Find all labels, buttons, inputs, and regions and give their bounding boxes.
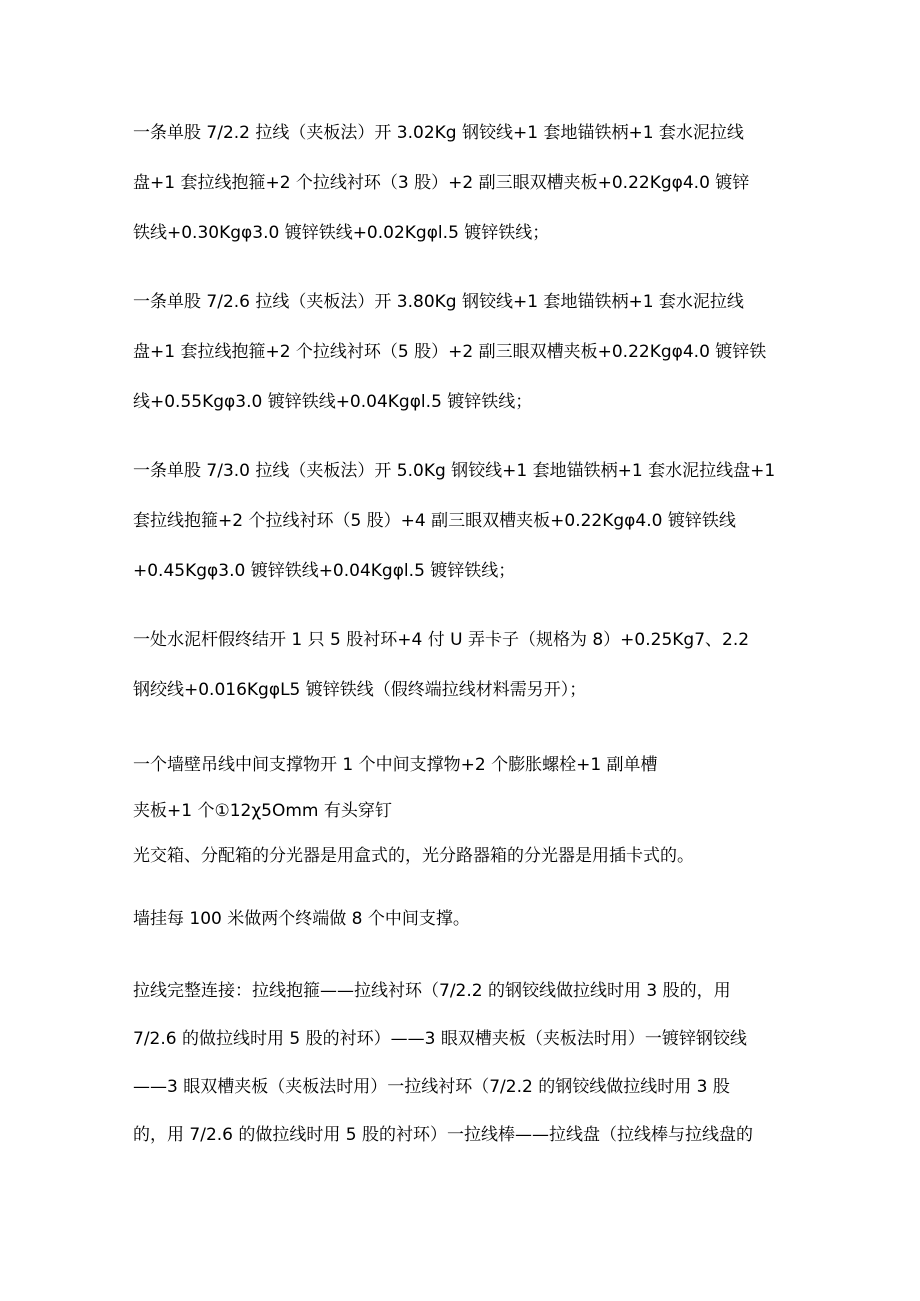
paragraph-2-line-1: 一条单股 7/2.6 拉线（夹板法）开 3.80Kg 钢铰线+1 套地锚铁柄+1 套水泥拉线 xyxy=(133,292,744,312)
paragraph-3-line-2: 套拉线抱箍+2 个拉线衬环（5 股）+4 副三眼双槽夹板+0.22Kgφ4.0 镀锌铁线 xyxy=(133,511,736,531)
paragraph-3-line-3: +0.45Kgφ3.0 镀锌铁线+0.04Kgφl.5 镀锌铁线； xyxy=(133,561,516,581)
paragraph-5-line-2: 夹板+1 个①12χ5Omm 有头穿钉 xyxy=(133,801,392,821)
paragraph-7-line-1: 拉线完整连接：拉线抱箍——拉线衬环（7/2.2 的钢铰线做拉线时用 3 股的，用 xyxy=(133,981,731,1001)
paragraph-7-line-2: 7/2.6 的做拉线时用 5 股的衬环）——3 眼双槽夹板（夹板法时用）一镀锌钢铰线 xyxy=(133,1029,747,1049)
paragraph-4-line-2: 钢绞线+0.016KgφL5 镀锌铁线（假终端拉线材料需另开）； xyxy=(133,680,587,700)
paragraph-4-line-1: 一处水泥杆假终结开 1 只 5 股衬环+4 付 U 弄卡子（规格为 8）+0.25Kg7、2.2 xyxy=(133,630,750,650)
paragraph-5-line-3: 光交箱、分配箱的分光器是用盒式的，光分路器箱的分光器是用插卡式的。 xyxy=(133,846,694,866)
paragraph-5-line-1: 一个墙壁吊线中间支撑物开 1 个中间支撑物+2 个膨胀螺栓+1 副单槽 xyxy=(133,755,658,775)
paragraph-2-line-3: 线+0.55Kgφ3.0 镀锌铁线+0.04Kgφl.5 镀锌铁线； xyxy=(133,392,533,412)
paragraph-3-line-1: 一条单股 7/3.0 拉线（夹板法）开 5.0Kg 钢铰线+1 套地锚铁柄+1 套水泥拉线盘+1 xyxy=(133,461,776,481)
paragraph-1-line-2: 盘+1 套拉线抱箍+2 个拉线衬环（3 股）+2 副三眼双槽夹板+0.22Kgφ4.0 镀锌 xyxy=(133,173,750,193)
paragraph-7-line-3: ——3 眼双槽夹板（夹板法时用）一拉线衬环（7/2.2 的钢铰线做拉线时用 3 股 xyxy=(133,1077,730,1097)
paragraph-2-line-2: 盘+1 套拉线抱箍+2 个拉线衬环（5 股）+2 副三眼双槽夹板+0.22Kgφ4.0 镀锌铁 xyxy=(133,342,767,362)
paragraph-1-line-3: 铁线+0.30Kgφ3.0 镀锌铁线+0.02Kgφl.5 镀锌铁线； xyxy=(133,223,550,243)
paragraph-7-line-4: 的，用 7/2.6 的做拉线时用 5 股的衬环）一拉线棒——拉线盘（拉线棒与拉线盘的 xyxy=(133,1125,754,1145)
paragraph-6-line-1: 墙挂每 100 米做两个终端做 8 个中间支撑。 xyxy=(133,909,470,929)
paragraph-1-line-1: 一条单股 7/2.2 拉线（夹板法）开 3.02Kg 钢铰线+1 套地锚铁柄+1 套水泥拉线 xyxy=(133,123,744,143)
